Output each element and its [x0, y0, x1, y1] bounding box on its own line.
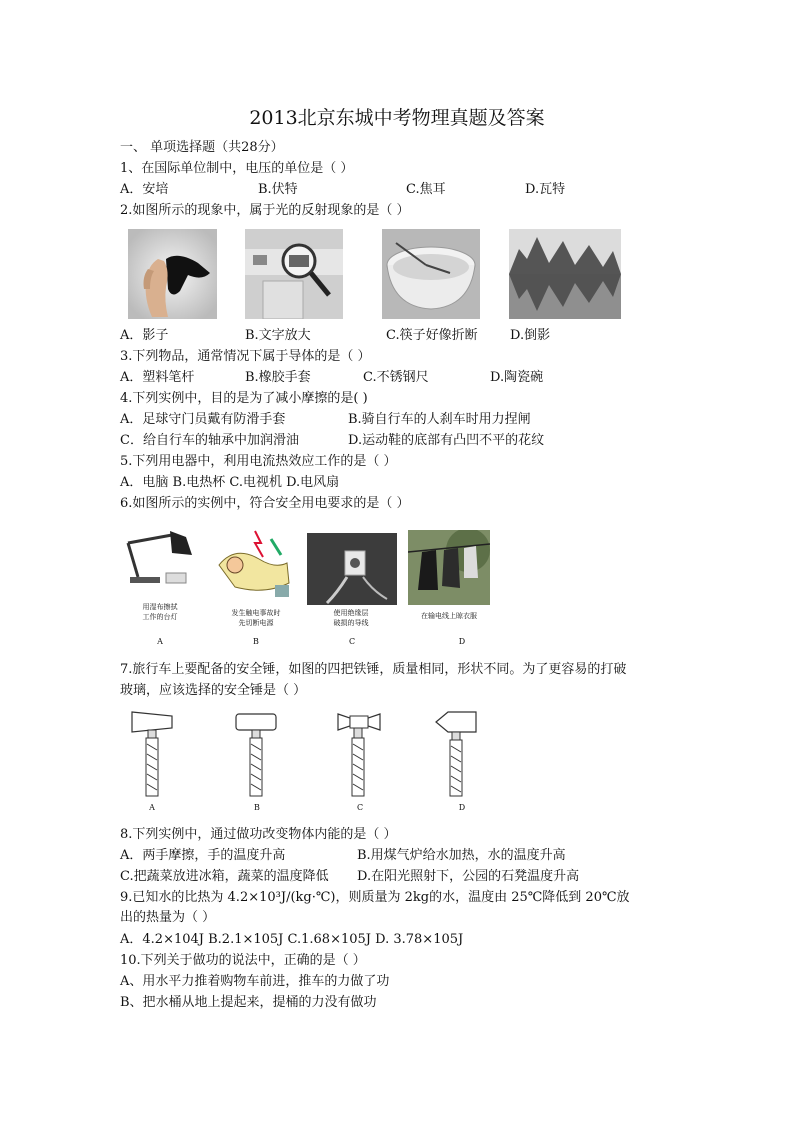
- q7-label-c: C: [356, 803, 364, 812]
- hammer-d-pointed-icon: [432, 708, 482, 798]
- mountain-reflection-icon: [509, 229, 621, 319]
- q7-stem-line2: 玻璃，应该选择的安全锤是（ ）: [120, 683, 307, 698]
- shadow-hand-icon: [128, 229, 217, 319]
- q8-stem: 8.下列实例中，通过做功改变物体内能的是（ ）: [120, 827, 397, 842]
- magnifier-text-icon: [245, 229, 343, 319]
- q1-stem: 1、在国际单位制中，电压的单位是（ ）: [120, 161, 354, 176]
- q5-stem: 5.下列用电器中，利用电流热效应工作的是（ ）: [120, 454, 397, 469]
- q6-caption-a-line1: 用湿布擦拭: [142, 603, 178, 611]
- q4-option-c: C．给自行车的轴承中加润滑油: [120, 433, 299, 448]
- q10-option-b: B、把水桶从地上提起来，提桶的力没有做功: [120, 995, 377, 1010]
- q9-stem-line1: 9.已知水的比热为 4.2×10³J/(kg·℃)，则质量为 2kg的水，温度由 25℃降低到 20℃放: [120, 890, 630, 905]
- q10-stem: 10.下列关于做功的说法中，正确的是（ ）: [120, 953, 366, 968]
- q6-caption-d: 在输电线上晾衣服: [421, 612, 477, 620]
- q2-option-b: B.文字放大: [245, 328, 311, 343]
- q10-option-a: A、用水平力推着购物车前进，推车的力做了功: [120, 974, 390, 989]
- q8-option-d: D.在阳光照射下，公园的石凳温度升高: [357, 869, 580, 884]
- q1-option-c: C.焦耳: [406, 182, 446, 197]
- clothes-on-powerline-icon: [408, 530, 490, 605]
- electric-shock-cartoon-icon: [215, 525, 295, 605]
- q2-option-d: D.倒影: [510, 328, 551, 343]
- q9-options: A．4.2×104J B.2.1×105J C.1.68×105J D. 3.78×105J: [120, 932, 464, 947]
- q4-option-a: A．足球守门员戴有防滑手套: [120, 412, 286, 427]
- q8-option-c: C.把蔬菜放进冰箱，蔬菜的温度降低: [120, 869, 329, 884]
- hammer-a-wedge-icon: [128, 708, 178, 798]
- q6-label-c: C: [348, 637, 356, 646]
- q4-stem: 4.下列实例中，目的是为了减小摩擦的是( ): [120, 391, 368, 406]
- q7-label-d: D: [458, 803, 466, 812]
- page-title: 2013北京东城中考物理真题及答案: [249, 107, 545, 129]
- q8-option-a: A．两手摩擦，手的温度升高: [120, 848, 286, 863]
- q6-caption-b-line2: 先切断电源: [238, 619, 274, 627]
- q3-option-d: D.陶瓷碗: [490, 370, 544, 385]
- q6-caption-b-line1: 发生触电事故时: [231, 609, 281, 617]
- q3-option-b: B.橡胶手套: [245, 370, 311, 385]
- q7-stem-line1: 7.旅行车上要配备的安全锤，如图的四把铁锤，质量相同，形状不同。为了更容易的打破: [120, 662, 627, 677]
- q3-option-c: C.不锈钢尺: [363, 370, 429, 385]
- q3-option-a: A．塑料笔杆: [120, 370, 195, 385]
- damaged-wire-icon: [307, 533, 397, 605]
- q9-stem-line2: 出的热量为（ ）: [120, 910, 216, 925]
- q8-option-b: B.用煤气炉给水加热，水的温度升高: [357, 848, 566, 863]
- chopsticks-bowl-icon: [382, 229, 480, 319]
- q6-label-b: B: [253, 637, 259, 646]
- q7-label-a: A: [149, 803, 155, 812]
- q5-options: A．电脑 B.电热杯 C.电视机 D.电风扇: [120, 475, 340, 490]
- hammer-b-flat-icon: [232, 708, 282, 798]
- q6-label-a: A: [157, 637, 163, 646]
- q2-option-a: A．影子: [120, 328, 169, 343]
- q4-option-d: D.运动鞋的底部有凸凹不平的花纹: [348, 433, 545, 448]
- q6-caption-c-line2: 破损的导线: [333, 619, 369, 627]
- q6-label-d: D: [458, 637, 466, 646]
- q1-option-a: A．安培: [120, 182, 169, 197]
- q6-caption-a-line2: 工作的台灯: [142, 613, 178, 621]
- q6-stem: 6.如图所示的实例中，符合安全用电要求的是（ ）: [120, 496, 410, 511]
- desk-lamp-icon: [122, 525, 198, 600]
- q2-stem: 2.如图所示的现象中，属于光的反射现象的是（ ）: [120, 203, 410, 218]
- q1-option-d: D.瓦特: [525, 182, 566, 197]
- q4-option-b: B.骑自行车的人刹车时用力捏闸: [348, 412, 531, 427]
- q7-label-b: B: [254, 803, 260, 812]
- q3-stem: 3.下列物品，通常情况下属于导体的是（ ）: [120, 349, 371, 364]
- q1-option-b: B.伏特: [258, 182, 298, 197]
- section-heading: 一、 单项选择题（共28分）: [120, 140, 284, 155]
- q6-caption-c-line1: 使用绝缘层: [333, 609, 369, 617]
- q2-option-c: C.筷子好像折断: [386, 328, 478, 343]
- hammer-c-double-icon: [334, 708, 384, 798]
